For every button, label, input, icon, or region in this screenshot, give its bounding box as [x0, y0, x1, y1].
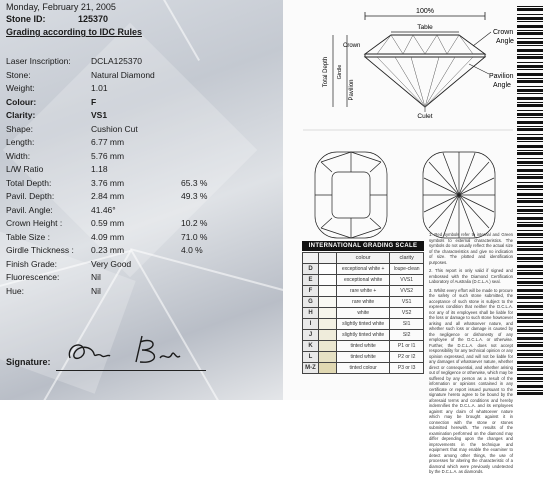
detail-row	[6, 271, 276, 283]
clarity-header: clarity	[390, 253, 424, 264]
detail-value: 2.84 mm	[91, 191, 125, 201]
detail-value: 4.09 mm	[91, 231, 125, 242]
detail-value: DCLA125370	[91, 56, 143, 66]
detail-row	[6, 217, 276, 229]
colour-description: slightly tinted white	[337, 330, 390, 341]
grading-scale-row	[303, 352, 424, 363]
detail-label: Girdle Thickness :	[6, 245, 74, 255]
pavilion-angle-label: Pavilion	[489, 73, 514, 80]
detail-row	[6, 177, 276, 189]
diagram-panel	[283, 0, 550, 474]
colour-swatch	[319, 363, 337, 374]
note-paragraph: 2. This report is only valid if signed and embossed with the Diamond Certification Laboratory of Australia (D.C.L.A.) seal.	[429, 268, 513, 284]
colour-description: tinted colour	[337, 363, 390, 374]
pavilion-angle-label-2: Angle	[493, 82, 511, 89]
grade-letter: M-Z	[303, 363, 319, 374]
grading-scale-title: INTERNATIONAL GRADING SCALE	[302, 241, 424, 251]
barcode	[515, 6, 545, 396]
culet-label: Culet	[417, 113, 433, 120]
detail-label: Clarity:	[6, 110, 36, 120]
note-paragraph: 3. Whilst every effort will be made to procure the safety of such stone submitted, the acceptance of such stone is subject to the express condition that neither the D.C.L.A. nor any of its employees shall be liable for the loss or damage to such stone howsoever arising and all whatsoever nature, and whether such loss or damage is caused by the negligence or dishonesty of any employee of the D.C.L.A. or otherwise. Further, the D.C.L.A. does not accept responsibility for any technical opinion or any opinion expressed, and will not be liable for any damages of whatsoever nature, whether direct or consequential, and whether arising out of negligence or otherwise, which may be suffered by any person as a result of the information or opinions contained in any certificate or report issued pursuant to the signature hereto agree to be bound by the aforesaid terms and conditions and hereby indemnifies the D.C.L.A. and its employees against any claim of whatsoever nature which may be brought against it in connection with the stone or stones submitted herewith. The results of the examination performed on the diamond may differ depending upon the changes and improvements in the technique and equipment that may enable the examiner to detect among other things, the use of processes for altering the characteristic of a diamond which were previously undetected by the D.C.L.A. as diamonds.	[429, 287, 513, 474]
stone-id-label: Stone ID:	[6, 14, 46, 24]
grade-letter: G	[303, 297, 319, 308]
diamond-profile	[365, 35, 485, 107]
grading-scale-row	[303, 275, 424, 286]
grade-letter: I	[303, 319, 319, 330]
detail-label: L/W Ratio	[6, 164, 44, 174]
detail-label: Pavil. Depth:	[6, 191, 55, 201]
detail-label: Hue:	[6, 285, 24, 296]
grade-letter: H	[303, 308, 319, 319]
detail-label: Colour:	[6, 96, 37, 107]
detail-row	[6, 109, 276, 121]
detail-percent: 71.0 %	[181, 231, 208, 242]
detail-row	[6, 231, 276, 243]
detail-value: 41.46°	[91, 204, 116, 215]
grading-scale-row	[303, 264, 424, 275]
grading-scale-table	[302, 252, 424, 374]
detail-row	[6, 163, 276, 175]
grading-scale-row	[303, 319, 424, 330]
detail-value: 5.76 mm	[91, 150, 125, 161]
clarity-grade: P2 or I2	[390, 352, 424, 363]
grading-scale-row	[303, 286, 424, 297]
colour-description: tinted white	[337, 341, 390, 352]
detail-value: Nil	[91, 285, 101, 296]
detail-percent: 4.0 %	[181, 245, 203, 255]
grading-scale-row	[303, 308, 424, 319]
grading-rule: Grading according to IDC Rules	[6, 27, 143, 37]
grade-letter: J	[303, 330, 319, 341]
detail-value: 1.18	[91, 164, 108, 174]
crown-angle-label-2: Angle	[496, 38, 514, 45]
report-date: Monday, February 21, 2005	[6, 2, 116, 12]
detail-row	[6, 123, 276, 135]
detail-label: Total Depth:	[6, 177, 52, 188]
crown-angle-pointer	[473, 32, 491, 46]
detail-label: Pavil. Angle:	[6, 204, 53, 215]
grading-scale-row	[303, 363, 424, 374]
pavilion-plot	[423, 152, 495, 238]
detail-value: 3.76 mm	[91, 177, 125, 188]
detail-row	[6, 69, 276, 81]
detail-label: Laser Inscription:	[6, 56, 71, 66]
detail-label: Length:	[6, 137, 35, 147]
percent-label: 100%	[416, 8, 434, 15]
clarity-grade: P3 or I3	[390, 363, 424, 374]
detail-label: Width:	[6, 150, 31, 161]
terms-and-notes	[429, 232, 513, 478]
detail-label: Table Size :	[6, 231, 50, 242]
signature-image	[64, 332, 194, 368]
proportion-diagram	[303, 2, 543, 140]
clarity-grade: SI1	[390, 319, 424, 330]
clarity-grade: P1 or I1	[390, 341, 424, 352]
table-label: Table	[417, 24, 433, 31]
detail-row	[6, 204, 276, 216]
details-panel	[0, 0, 283, 400]
note-paragraph: 1. Red symbols refer to internal and Green symbols to external characteristics. The symbols do not usually reflect the actual size of the characteristics and give no indication of size. The plotted and identification purposes.	[429, 232, 513, 265]
grading-scale-row	[303, 330, 424, 341]
colour-description: rare white	[337, 297, 390, 308]
colour-swatch	[319, 330, 337, 341]
colour-description: rare white +	[337, 286, 390, 297]
detail-value: F	[91, 96, 97, 107]
clarity-grade: SI2	[390, 330, 424, 341]
detail-percent: 10.2 %	[181, 218, 208, 228]
detail-label: Fluorescence:	[6, 272, 60, 282]
stone-id-value: 125370	[78, 14, 109, 24]
detail-row	[6, 136, 276, 148]
colour-description: slightly tinted white	[337, 319, 390, 330]
detail-percent: 49.3 %	[181, 191, 208, 201]
crown-label: Crown	[343, 43, 361, 49]
colour-description: tinted white	[337, 352, 390, 363]
clarity-grade: loupe-clean	[390, 264, 424, 275]
colour-description: white	[337, 308, 390, 319]
pavilion-angle-pointer	[469, 64, 489, 74]
detail-value: Very Good	[91, 258, 132, 269]
detail-row	[6, 96, 276, 108]
grading-scale-header	[303, 253, 424, 264]
colour-swatch	[319, 286, 337, 297]
detail-label: Weight:	[6, 83, 35, 93]
grade-letter: F	[303, 286, 319, 297]
clarity-grade: VS1	[390, 297, 424, 308]
colour-swatch	[319, 319, 337, 330]
detail-value: 6.77 mm	[91, 137, 125, 147]
girdle-label: Girdle	[337, 64, 343, 80]
colour-swatch	[319, 352, 337, 363]
colour-description: exceptional white +	[337, 264, 390, 275]
detail-row	[6, 55, 276, 67]
clarity-grade: VS2	[390, 308, 424, 319]
detail-label: Finish Grade:	[6, 258, 58, 269]
detail-label: Shape:	[6, 123, 33, 134]
detail-percent: 65.3 %	[181, 177, 208, 188]
detail-value: Cushion Cut	[91, 123, 138, 134]
colour-swatch	[319, 341, 337, 352]
pavilion-label: Pavilion	[349, 79, 355, 101]
clarity-grade: VVS2	[390, 286, 424, 297]
grade-letter: K	[303, 341, 319, 352]
signature-line	[56, 370, 206, 371]
detail-row	[6, 190, 276, 202]
colour-swatch	[319, 275, 337, 286]
detail-value: VS1	[91, 110, 108, 120]
detail-value: 0.59 mm	[91, 218, 125, 228]
signature-label: Signature:	[6, 357, 51, 367]
colour-header: colour	[337, 253, 390, 264]
detail-row	[6, 82, 276, 94]
grade-letter: L	[303, 352, 319, 363]
grading-scale-row	[303, 297, 424, 308]
clarity-grade: VVS1	[390, 275, 424, 286]
colour-swatch	[319, 297, 337, 308]
detail-value: Nil	[91, 272, 101, 282]
detail-value: Natural Diamond	[91, 69, 155, 80]
plot-diagrams	[305, 150, 515, 240]
colour-swatch	[319, 308, 337, 319]
detail-label: Crown Height :	[6, 218, 63, 228]
grading-scale-row	[303, 341, 424, 352]
grade-letter: D	[303, 264, 319, 275]
detail-row	[6, 258, 276, 270]
colour-description: exceptional white	[337, 275, 390, 286]
detail-value: 1.01	[91, 83, 108, 93]
grade-letter: E	[303, 275, 319, 286]
detail-row	[6, 244, 276, 256]
detail-value: 0.23 mm	[91, 245, 125, 255]
total-depth-label: Total Depth	[323, 56, 329, 88]
crown-plot	[315, 152, 387, 238]
colour-swatch	[319, 264, 337, 275]
detail-label: Stone:	[6, 69, 31, 80]
crown-angle-label: Crown	[493, 29, 514, 36]
detail-row	[6, 285, 276, 297]
detail-row	[6, 150, 276, 162]
